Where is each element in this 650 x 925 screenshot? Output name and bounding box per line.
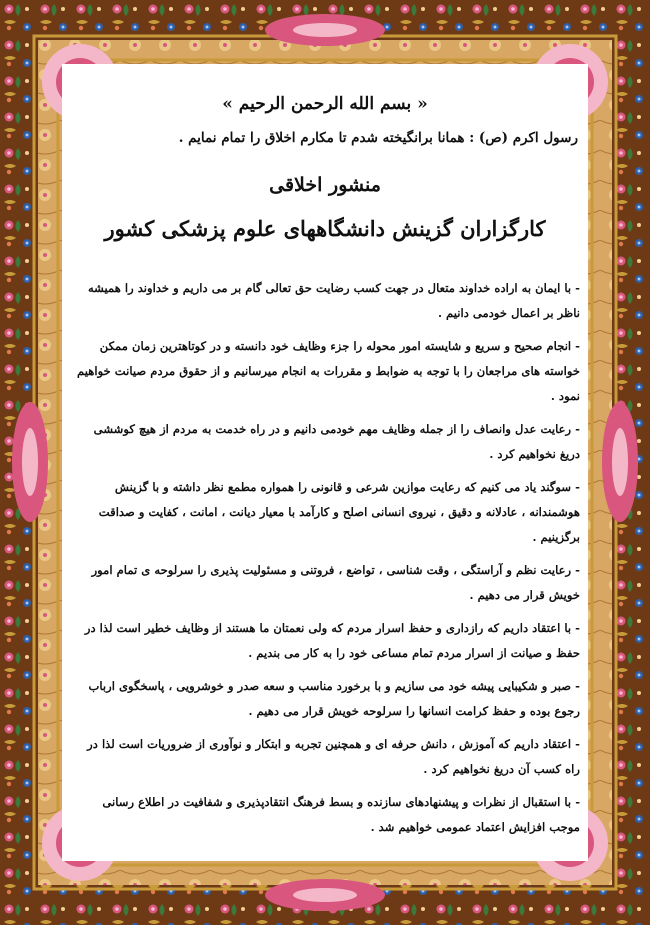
charter-panel [62,64,588,861]
page-title: منشور اخلاقی [269,174,381,196]
clause-1: - با ایمان به اراده خداوند متعال در جهت کسب رضایت حق تعالی گام بر می داریم و خداوند را همیشه ناظر بر اعمال خودمی دانیم . [87,281,580,320]
bismillah-heading: « بسم الله الرحمن الرحيم » [222,94,428,114]
side-medallion-left-icon [12,402,48,522]
hadith-line: رسول اکرم (ص) : همانا برانگیخته شدم تا مکارم اخلاق را تمام نمایم . [178,130,578,146]
side-medallion-right-icon [602,402,638,522]
clause-8: - اعتقاد داریم که آموزش ، دانش حرفه ای و همچنین تجربه و ابتکار و نوآوری از ضروریات است لذا در راه کسب آن دریغ نخواهیم کرد . [87,737,580,776]
organization-title: کارگزاران گزینش دانشگاههای علوم پزشکی کشور [104,216,546,241]
clause-4: - سوگند یاد می کنیم که رعایت موازین شرعی و قانونی را همواره مطمع نظر داشته و با گزینش هوشمندانه ، عادلانه و دقیق ، نیروی انسانی اصلح و کارآمد با معیار دیانت ، امانت ، کفایت و صداقت برگزینیم . [98,480,580,544]
clause-7: - صبر و شکیبایی پیشه خود می سازیم و با برخورد مناسب و سعه صدر و خوشرویی ، پاسخگوی ارباب رجوع بوده و حفظ کرامت انسانها را سرلوحه خویش قرار می دهیم . [88,679,580,718]
charter-clauses [70,276,580,848]
clause-9: - با استقبال از نظرات و پیشنهادهای سازنده و بسط فرهنگ انتقادپذیری و شفافیت در اطلاع رسانی موجب افزایش اعتماد عمومی خواهیم شد . [102,795,580,834]
clause-3: - رعایت عدل وانصاف را از جمله وظایف مهم خودمی دانیم و در راه خدمت به مردم از هیچ کوششی دریغ نخواهیم کرد . [93,422,580,461]
clause-2: - انجام صحیح و سریع و شایسته امور محوله را جزء وظایف خود دانسته و در کوتاهترین زمان ممکن خواسته های مراجعان را با توجه به ضوابط و مقررات به انجام میرسانیم و از حقوق مردم صیانت خواهیم نمود . [77,339,580,403]
bottom-medallion-icon [265,879,385,911]
top-medallion-icon [265,14,385,46]
clause-6: - با اعتقاد داریم که رازداری و حفظ اسرار مردم که ولی نعمتان ما هستند از وظایف خطیر است لذا در حفظ و صیانت از اسرار مردم تمام مساعی خود را به کار می بندیم . [84,621,580,660]
clause-5: - رعایت نظم و آراستگی ، وقت شناسی ، تواضع ، فروتنی و مسئولیت پذیری را سرلوحه ی تمام امور خویش قرار می دهیم . [91,563,580,602]
